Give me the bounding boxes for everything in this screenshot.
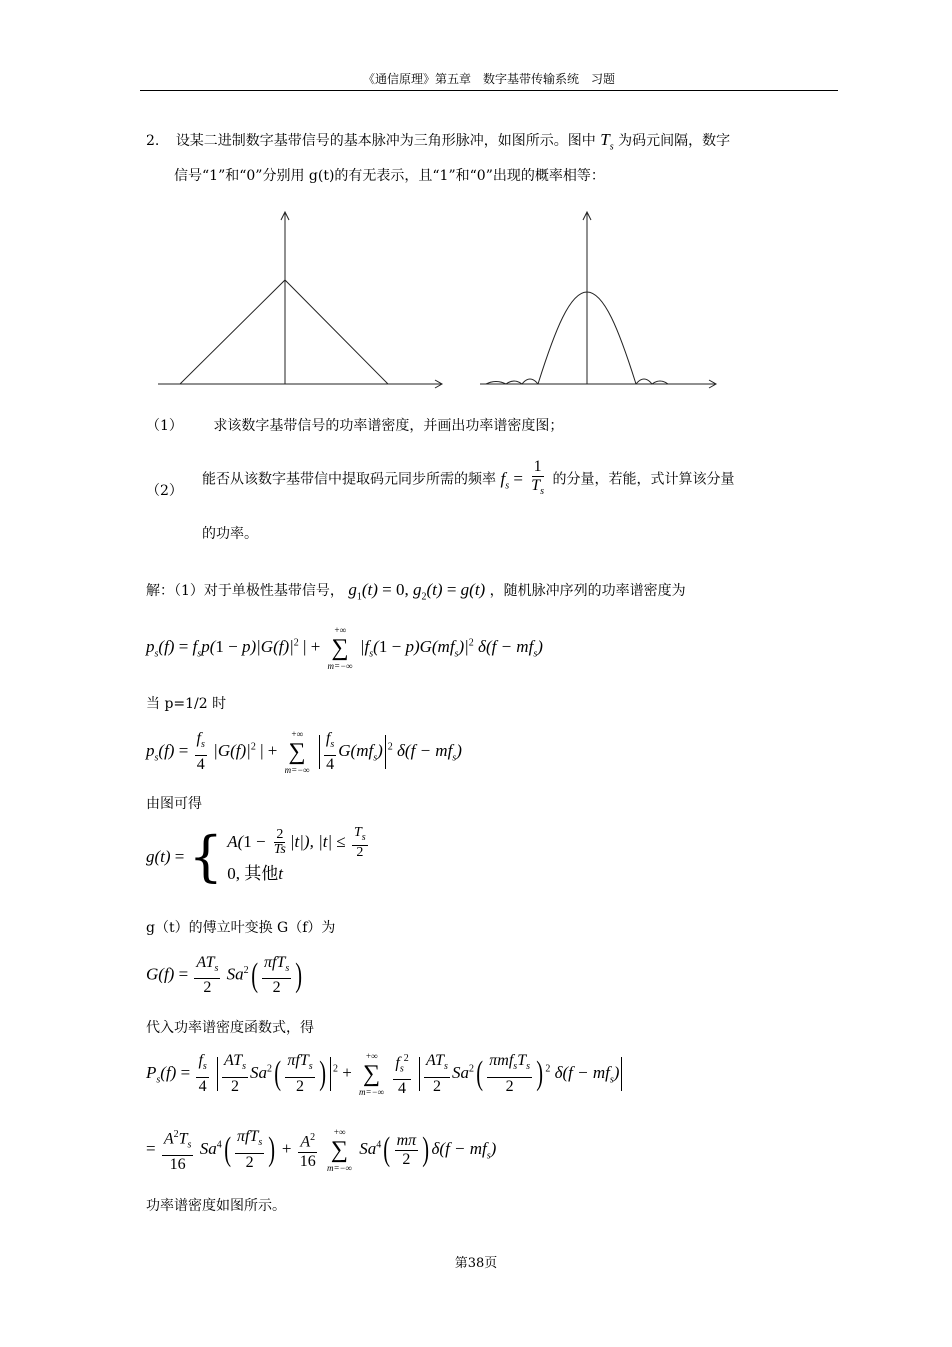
problem-text-1a: 设某二进制数字基带信号的基本脉冲为三角形脉冲，如图所示。图中: [175, 133, 596, 149]
case-other: 0, 其他: [227, 863, 279, 883]
problem-number: 2.: [146, 133, 160, 149]
triangle-pulse: [180, 280, 388, 384]
question-1-text: 求该数字基带信号的功率谱密度，并画出功率谱密度图；: [213, 418, 564, 434]
triangle-pulse-figure: [158, 212, 442, 388]
g-definitions: $g_1(t) = 0$, $g_2(t) = g(t)$: [348, 580, 486, 603]
solution-intro-b: ，随机脉冲序列的功率谱密度为: [489, 583, 686, 599]
spectrum-figure: [480, 212, 716, 388]
equation-g-t: g(t) = { A(1 − $\frac{2}{Ts}$ |t|), |t| ≤ $\frac{T_s}{2}$ 0, 其他t: [146, 824, 366, 888]
equation-psd-half: $p_s(f)$ = $\frac{f_s}{4}$ $|G(f)|^2$ | + +∞ ∑ m=−∞ $\frac{f_s}{4}$ $G(mf_s)$ $^2$ $\delta(f - mf_s)$: [146, 729, 462, 775]
page-header: 《通信原理》第五章 数字基带传输系统 习题: [140, 70, 838, 91]
symbol-fs-eq: $f_s$ = $\frac{1}{T_s}$: [500, 458, 544, 498]
when-p-half: 当 p=1/2 时: [146, 696, 227, 712]
spectrum-left-sidelobes: [486, 379, 538, 384]
page-number: 第38页: [454, 1256, 498, 1271]
question-2-text-a: 能否从该数字基带信中提取码元同步所需的频率: [202, 471, 496, 488]
equation-psd-general: $p_s(f) = f_sp(1 - p)|G(f)|^2$ | + +∞ ∑ m=−∞ $|f_s(1 - p)G(mf_s)|^2$ $\delta(f - mf_s)$: [146, 625, 543, 671]
question-1: [146, 416, 563, 436]
problem-line-1: [146, 130, 730, 157]
problem-text-1b: 为码元间隔，数字: [618, 133, 731, 149]
substitute-text: 代入功率谱密度函数式，得: [146, 1020, 314, 1036]
question-2-text-b: 的分量，若能，式计算该分量: [552, 471, 735, 488]
question-1-label: （1）: [146, 418, 183, 434]
spectrum-right-sidelobes: [636, 379, 668, 384]
equation-Ps-final: = $\frac{A^2T_s}{16}$ Sa$^4$( $\frac{\pi fT_s}{2}$ ) + $\frac{A^2}{16}$ +∞ ∑ m=−∞ Sa$^4$( $\frac{m\pi}{2}$ ) $\delta(f - mf_s)$: [146, 1127, 497, 1173]
solution-intro-a: 解：（1）对于单极性基带信号，: [146, 583, 344, 599]
fourier-text: g（t）的傅立叶变换 G（f）为: [146, 920, 336, 936]
question-2-label: （2）: [146, 483, 183, 499]
problem-line-2: 信号“1”和“0”分别用 g(t)的有无表示，且“1”和“0”出现的概率相等：: [174, 168, 605, 184]
question-2: [202, 458, 734, 506]
from-figure: 由图可得: [146, 796, 202, 812]
equation-G-f: G(f) = $\frac{AT_s}{2}$ Sa$^2$( $\frac{\pi fT_s}{2}$ ): [146, 954, 303, 997]
pulse-figures: [150, 200, 740, 400]
question-2-text-c: 的功率。: [202, 526, 258, 542]
conclusion-text: 功率谱密度如图所示。: [146, 1198, 286, 1214]
symbol-Ts: $T_s$: [600, 130, 614, 153]
solution-intro: [146, 580, 686, 607]
equation-Ps-expanded: $P_s(f)$ = $\frac{f_s}{4}$ $\frac{AT_s}{2}$ Sa$^2$( $\frac{\pi fT_s}{2}$ ) $^2$ + +∞ ∑ m=−∞ $\frac{f_s^2}{4}$ $\frac{AT_s}{2}$ Sa$^2$( $\frac{\pi mf_sT_s}{2}$ ) $^2$ $\delta(f - mf_s)$: [146, 1050, 624, 1098]
